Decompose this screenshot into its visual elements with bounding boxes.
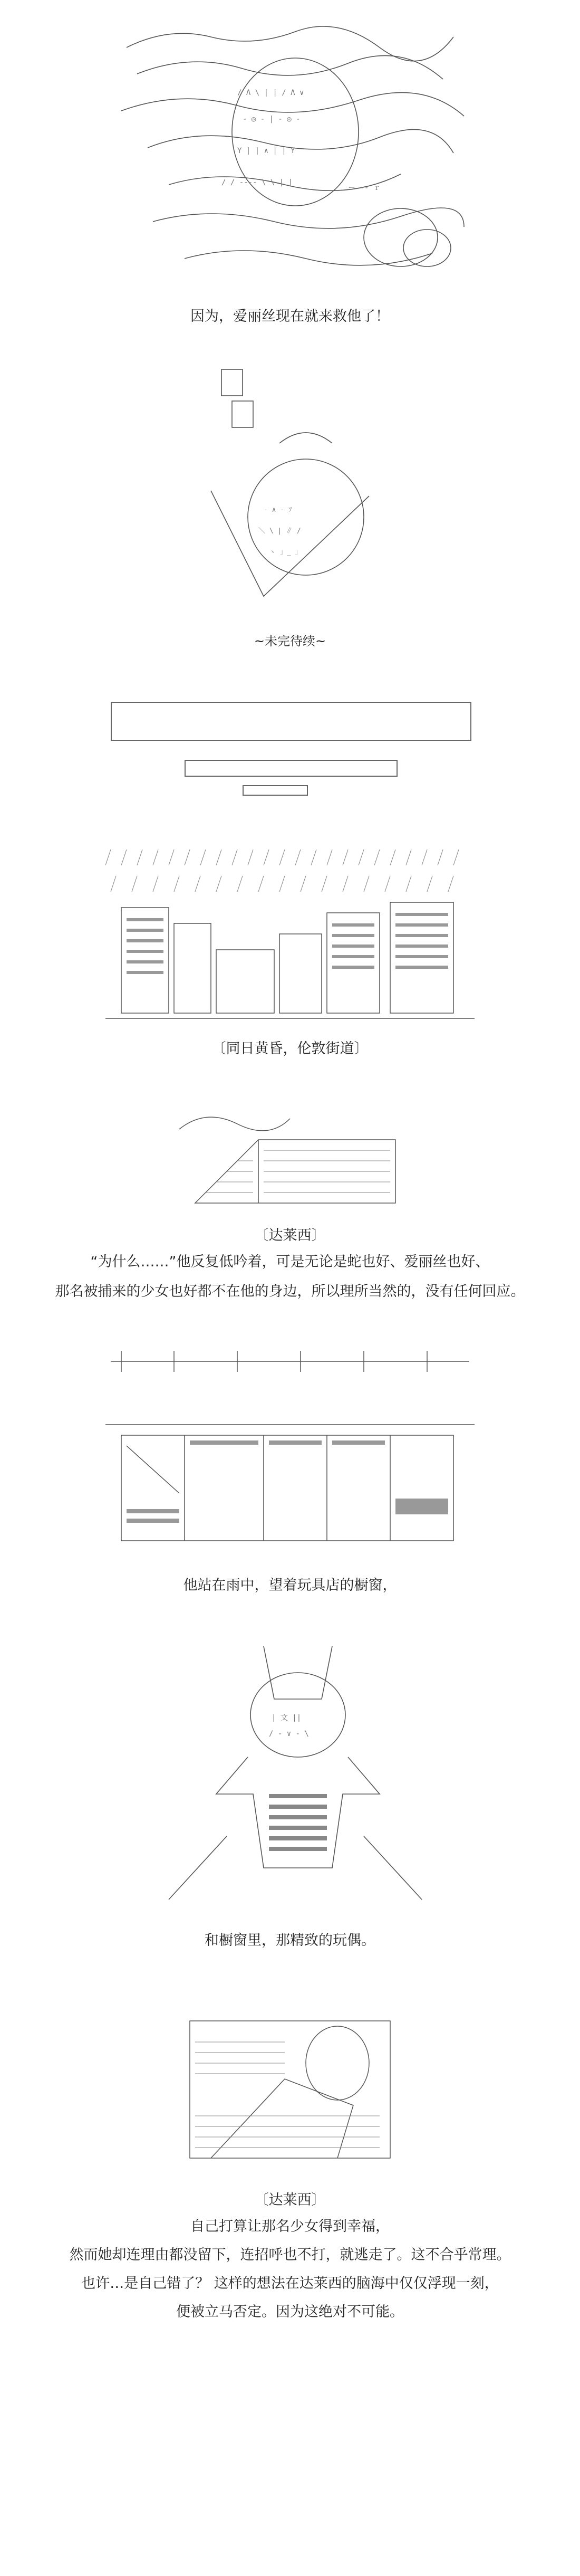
panel-5-caption: 他站在雨中，望着玩具店的橱窗，: [183, 1577, 397, 1594]
ascii-art-doll: [148, 1636, 443, 1910]
ascii-art-shop-window: [105, 1351, 475, 1551]
svg-text:| 文 ||: | 文 ||: [272, 1714, 302, 1722]
ascii-art-roof: [174, 1098, 406, 1219]
panel-7-paragraph-line-1: 自己打算让那名少女得到幸福，: [190, 2218, 390, 2235]
title-bar-1: [111, 702, 471, 741]
svg-text:Y | | ∧ | | Y: Y | | ∧ | | Y: [237, 147, 295, 155]
panel-4-paragraph-line-2: 那名被捕来的少女也好都不在他的身边，所以理所当然的，没有任何回应。: [55, 1283, 525, 1300]
title-bar-3: [243, 785, 308, 796]
svg-text:ヽ 」_ 」: ヽ 」_ 」: [269, 548, 302, 556]
panel-2-caption: ~未完待续~: [254, 634, 326, 648]
panel-7-paragraph-line-2: 然而她却连理由都没留下，连招呼也不打，就逃走了。这不合乎常理。: [69, 2247, 511, 2263]
panel-1-caption: 因为，爱丽丝现在就来救他了！: [190, 308, 390, 325]
svg-text:＼ \ | ∥ /: ＼ \ | ∥ /: [258, 527, 301, 535]
svg-text:/ Λ \ | | / Λ ∨: / Λ \ | | / Λ ∨: [237, 89, 304, 97]
panel-7-paragraph-line-3: 也许…是自己错了？ 这样的想法在达莱西的脑海中仅仅浮现一刻，: [81, 2275, 499, 2292]
panel-7-caption: 〔达莱西〕: [254, 2192, 326, 2208]
ascii-art-chibi: [200, 359, 390, 623]
ascii-art-dalesi: [179, 2000, 401, 2174]
panel-7-paragraph-line-4: 便被立马否定。因为这绝对不可能。: [176, 2304, 404, 2320]
panel-4-caption: 〔达莱西〕: [254, 1227, 326, 1244]
svg-text:‐ ◎ ‐ | ‐ ◎ ‐: ‐ ◎ ‐ | ‐ ◎ ‐: [243, 115, 301, 123]
ascii-art-alice: [105, 16, 475, 290]
svg-text:ー ‐‐ ｒ: ー ‐‐ ｒ: [348, 184, 381, 192]
panel-4-paragraph-line-1: “为什么……”他反复低吟着，可是无论是蛇也好、爱丽丝也好、: [90, 1254, 490, 1270]
panel-3-caption: 〔同日黄昏，伦敦街道〕: [211, 1041, 369, 1057]
panel-6-caption: 和橱窗里，那精致的玩偶。: [205, 1932, 375, 1949]
svg-text:/ / ‐‐‐‐ \ \ | |: / / ‐‐‐‐ \ \ | |: [221, 178, 293, 187]
title-bar-2: [185, 760, 398, 777]
ascii-art-city-rain: [105, 844, 475, 1034]
svg-text:/ ‐ ∨ ‐ \: / ‐ ∨ ‐ \: [269, 1730, 309, 1738]
svg-text:‐ ∧ ‐ ｿ: ‐ ∧ ‐ ｿ: [264, 506, 292, 514]
